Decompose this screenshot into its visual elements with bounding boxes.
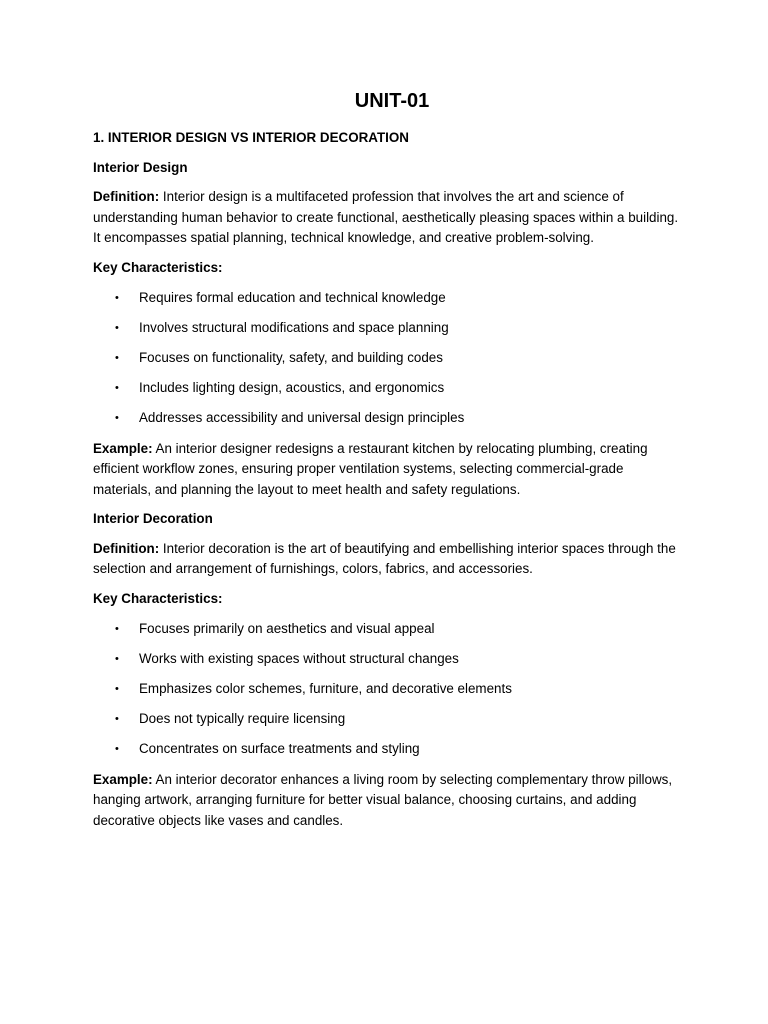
interior-decoration-characteristics-list bbox=[93, 619, 683, 760]
definition-label: Definition: bbox=[93, 189, 160, 205]
example-text: An interior designer redesigns a restaurant kitchen by relocating plumbing, creating efficient workflow zones, ensuring proper ventilation systems, selecting commercial-grade materials, and planning the layout to meet health and safety regulations. bbox=[93, 440, 648, 497]
bullet-icon: • bbox=[115, 351, 119, 364]
list-item-text: Concentrates on surface treatments and styling bbox=[139, 741, 420, 757]
example-text: An interior decorator enhances a living room by selecting complementary throw pillows, hanging artwork, arranging furniture for better visual balance, choosing curtains, and adding decorative objects like vases and candles. bbox=[93, 771, 673, 828]
list-item-text: Emphasizes color schemes, furniture, and decorative elements bbox=[139, 681, 512, 697]
list-item bbox=[93, 378, 683, 399]
page-title: UNIT-01 bbox=[354, 90, 430, 112]
example-label: Example: bbox=[93, 771, 153, 787]
document-page bbox=[93, 88, 683, 840]
definition-text: Interior decoration is the art of beautifying and embellishing interior spaces through the selection and arrangement of furnishings, colors, fabrics, and accessories. bbox=[93, 540, 676, 577]
list-item bbox=[93, 619, 683, 640]
definition-label: Definition: bbox=[93, 540, 160, 556]
bullet-icon: • bbox=[115, 713, 119, 726]
interior-decoration-example bbox=[93, 770, 683, 832]
list-item bbox=[93, 679, 683, 700]
example-label: Example: bbox=[93, 440, 153, 456]
list-item bbox=[93, 348, 683, 369]
bullet-icon: • bbox=[115, 412, 119, 425]
bullet-icon: • bbox=[115, 622, 119, 635]
list-item-text: Focuses primarily on aesthetics and visual appeal bbox=[139, 620, 435, 636]
list-item-text: Includes lighting design, acoustics, and ergonomics bbox=[139, 380, 445, 396]
interior-decoration-key-characteristics-label: Key Characteristics: bbox=[93, 591, 223, 607]
interior-design-characteristics-list bbox=[93, 288, 683, 429]
list-item-text: Addresses accessibility and universal design principles bbox=[139, 410, 465, 426]
section-heading: 1. INTERIOR DESIGN VS INTERIOR DECORATION bbox=[93, 130, 409, 145]
list-item bbox=[93, 739, 683, 760]
interior-design-example bbox=[93, 439, 683, 501]
bullet-icon: • bbox=[115, 683, 119, 696]
bullet-icon: • bbox=[115, 291, 119, 304]
list-item-text: Requires formal education and technical knowledge bbox=[139, 289, 446, 305]
bullet-icon: • bbox=[115, 743, 119, 756]
definition-text: Interior design is a multifaceted profession that involves the art and science of understanding human behavior to create functional, aesthetically pleasing spaces within a building. It encompasses spatial planning, technical knowledge, and creative problem-solving. bbox=[93, 189, 679, 246]
list-item bbox=[93, 709, 683, 730]
list-item-text: Works with existing spaces without structural changes bbox=[139, 650, 459, 666]
list-item bbox=[93, 288, 683, 309]
interior-design-key-characteristics-label: Key Characteristics: bbox=[93, 259, 223, 275]
list-item bbox=[93, 408, 683, 429]
bullet-icon: • bbox=[115, 382, 119, 395]
interior-decoration-heading: Interior Decoration bbox=[93, 511, 213, 527]
list-item bbox=[93, 649, 683, 670]
interior-design-heading: Interior Design bbox=[93, 159, 188, 175]
list-item bbox=[93, 318, 683, 339]
list-item-text: Does not typically require licensing bbox=[139, 711, 346, 727]
list-item-text: Involves structural modifications and space planning bbox=[139, 319, 449, 335]
bullet-icon: • bbox=[115, 652, 119, 665]
interior-design-definition bbox=[93, 187, 683, 249]
list-item-text: Focuses on functionality, safety, and building codes bbox=[139, 349, 443, 365]
interior-decoration-definition bbox=[93, 539, 683, 580]
bullet-icon: • bbox=[115, 321, 119, 334]
